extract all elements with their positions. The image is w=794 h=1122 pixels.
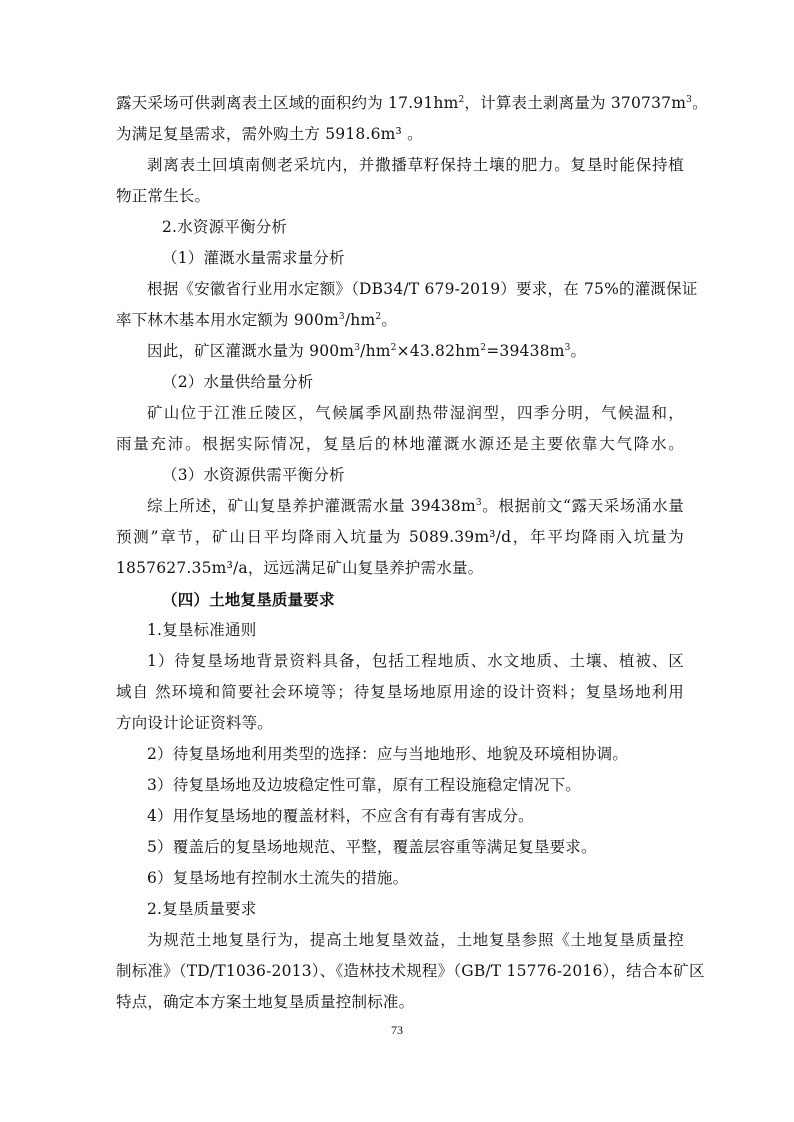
text-line <box>116 429 684 460</box>
text-run: 1）待复垦场地背景资料具备，包括工程地质、水文地质、土壤、植被、区 <box>147 652 684 670</box>
text-run: 6）复垦场地有控制水土流失的措施。 <box>147 869 409 887</box>
text-run: 制标准》（TD/T1036-2013）、《造林技术规程》（GB/T 15776-2016），结合本矿区 <box>116 962 705 980</box>
text-line <box>116 181 684 212</box>
superscript: 2 <box>458 95 465 105</box>
text-run: 物正常生长。 <box>116 187 211 205</box>
text-run: （2）水量供给量分析 <box>162 373 314 391</box>
text-run: 为规范土地复垦行为，提高土地复垦效益，土地复垦参照《土地复垦质量控 <box>147 931 684 949</box>
text-line <box>116 150 684 181</box>
text-line <box>116 708 684 739</box>
subsection-heading <box>116 243 684 274</box>
section-heading <box>116 212 684 243</box>
text-run: 域自 然环境和简要社会环境等；待复垦场地原用途的设计资料；复垦场地利用 <box>116 683 684 701</box>
text-run: 方向设计论证资料等。 <box>116 714 274 732</box>
text-line <box>116 677 684 708</box>
list-item <box>116 770 684 801</box>
body-text <box>116 88 708 1018</box>
text-run: 。根据前文“露天采场涌水量 <box>481 497 684 515</box>
text-run: （四）土地复垦质量要求 <box>162 590 335 609</box>
text-run: 综上所述，矿山复垦养护灌溉需水量 39438m <box>147 497 476 515</box>
subsection-heading <box>116 367 684 398</box>
chapter-heading <box>116 584 684 615</box>
text-run: 。 <box>570 342 587 360</box>
text-line <box>116 553 684 584</box>
text-line <box>116 119 684 150</box>
superscript: 2 <box>375 312 382 322</box>
text-run: 预测”章节，矿山日平均降雨入坑量为 5089.39m³/d，年平均降雨入坑量为 <box>116 528 684 546</box>
text-run: 2.复垦质量要求 <box>147 900 257 918</box>
superscript: 3 <box>475 498 482 508</box>
text-line <box>116 925 684 956</box>
text-run: （1）灌溉水量需求量分析 <box>162 249 345 267</box>
text-run: 露天采场可供剥离表土区域的面积约为 17.91hm <box>116 94 459 112</box>
superscript: 3 <box>564 343 571 353</box>
text-run: ×43.82hm <box>396 342 481 360</box>
text-run: 矿山位于江淮丘陵区，气候属季风副热带湿润型，四季分明，气候温和， <box>147 404 684 422</box>
list-item <box>116 646 684 677</box>
superscript: 3 <box>338 312 345 322</box>
text-run: 3）待复垦场地及边坡稳定性可靠，原有工程设施稳定情况下。 <box>147 776 581 794</box>
list-item <box>116 863 684 894</box>
text-run: 。 <box>381 311 398 329</box>
text-run: /hm <box>360 342 391 360</box>
list-item <box>116 801 684 832</box>
section-heading <box>116 894 684 925</box>
section-heading <box>116 615 684 646</box>
text-run: 率下林木基本用水定额为 900m <box>116 311 339 329</box>
text-line <box>116 274 698 305</box>
superscript: 2 <box>390 343 397 353</box>
text-run: 雨量充沛。根据实际情况，复垦后的林地灌溉水源还是主要依靠大气降水。 <box>116 435 684 453</box>
text-run: 1857627.35m³/a，远远满足矿山复垦养护需水量。 <box>116 559 484 577</box>
text-run: 。 <box>692 94 708 112</box>
text-line <box>116 491 684 522</box>
page-number: 73 <box>391 1023 403 1037</box>
text-line <box>116 956 705 987</box>
text-line <box>116 305 684 336</box>
superscript: 3 <box>354 343 361 353</box>
superscript: 2 <box>480 343 487 353</box>
text-run: 5）覆盖后的复垦场地规范、平整，覆盖层容重等满足复垦要求。 <box>147 838 597 856</box>
text-run: 2.水资源平衡分析 <box>162 218 288 236</box>
text-line <box>116 987 684 1018</box>
text-run: =39438m <box>486 342 565 360</box>
superscript: 3 <box>686 95 693 105</box>
text-run: /hm <box>344 311 376 329</box>
text-run: 为满足复垦需求，需外购土方 5918.6m³ 。 <box>116 125 423 143</box>
text-run: 1.复垦标准通则 <box>147 621 257 639</box>
text-run: 根据《安徽省行业用水定额》（DB34/T 679-2019）要求，在 75%的灌溉保证 <box>147 280 698 298</box>
subsection-heading <box>116 460 684 491</box>
text-line <box>116 522 684 553</box>
text-run: ，计算表土剥离量为 370737m <box>464 94 687 112</box>
text-run: 因此，矿区灌溉水量为 900m <box>147 342 355 360</box>
text-run: 特点，确定本方案土地复垦质量控制标准。 <box>116 993 415 1011</box>
text-line <box>116 336 684 367</box>
text-line <box>116 88 708 119</box>
text-run: 剥离表土回填南侧老采坑内，并撒播草籽保持土壤的肥力。复垦时能保持植 <box>147 156 684 174</box>
text-run: 4）用作复垦场地的覆盖材料，不应含有有毒有害成分。 <box>147 807 534 825</box>
list-item <box>116 832 684 863</box>
list-item <box>116 739 684 770</box>
text-run: 2）待复垦场地利用类型的选择：应与当地地形、地貌及环境相协调。 <box>147 745 629 763</box>
text-line <box>116 398 684 429</box>
text-run: （3）水资源供需平衡分析 <box>162 466 345 484</box>
